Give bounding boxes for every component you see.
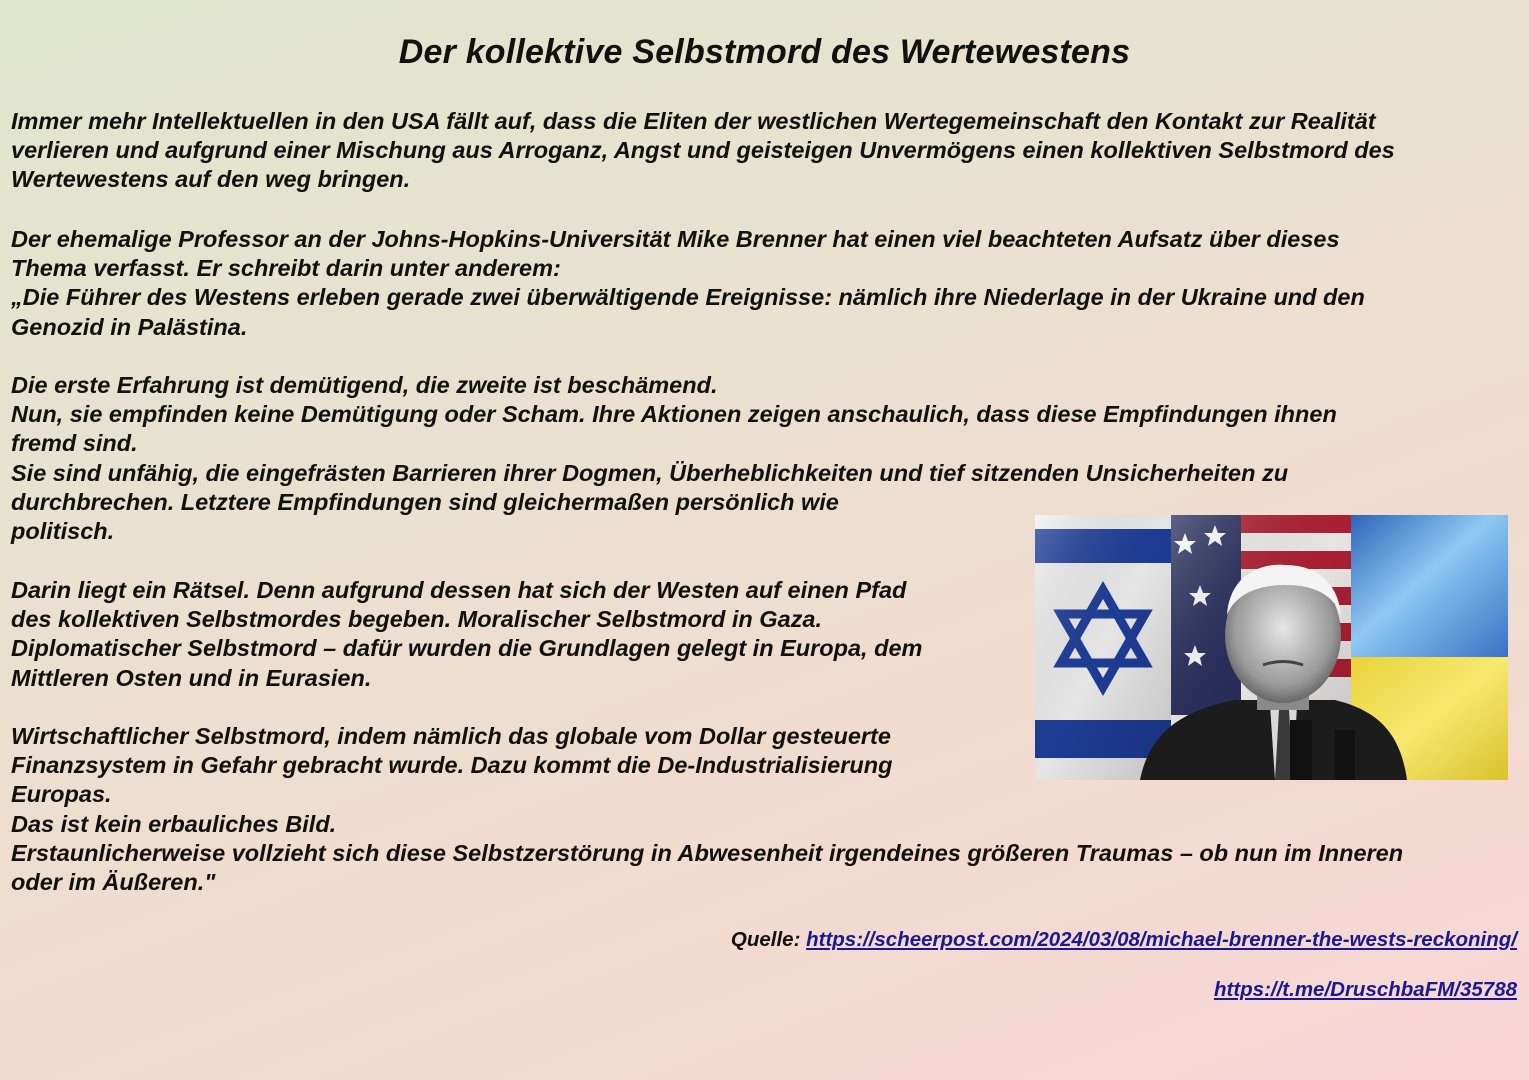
source-line [731,928,1517,952]
text-line: Finanzsystem in Gefahr gebracht wurde. Dazu kommt die De-Industrialisierung [11,752,893,779]
text-line: Nun, sie empfinden keine Demütigung oder Scham. Ihre Aktionen zeigen anschaulich, dass diese Empfindungen ihnen [11,401,1337,428]
text-line: verlieren und aufgrund einer Mischung aus Arroganz, Angst und geisteigen Unvermögens einen kollektiven Selbstmord des [11,137,1395,164]
text-line: oder im Äußeren." [11,869,216,896]
text-line: Thema verfasst. Er schreibt darin unter anderem: [11,255,561,282]
text-line: fremd sind. [11,430,138,457]
source-label: Quelle: [730,928,807,951]
text-line: Wertewestens auf den weg bringen. [11,166,411,193]
text-line: des kollektiven Selbstmordes begeben. Moralischer Selbstmord in Gaza. [11,606,823,633]
text-line: Sie sind unfähig, die eingefrästen Barrieren ihrer Dogmen, Überheblichkeiten und tief sitzenden Unsicherheiten zu [11,459,1289,486]
text-line: Diplomatischer Selbstmord – dafür wurden die Grundlagen gelegt in Europa, dem [11,635,923,662]
text-line: Wirtschaftlicher Selbstmord, indem nämlich das globale vom Dollar gesteuerte [11,723,891,749]
text-line: Erstaunlicherweise vollzieht sich diese Selbstzerstörung in Abwesenheit irgendeines größeren Traumas – ob nun im Inneren [11,839,1404,866]
text-line: Europas. [11,781,112,808]
text-line: Die erste Erfahrung ist demütigend, die zweite ist beschämend. [11,372,718,398]
page-title: Der kollektive Selbstmord des Wertewestens [398,33,1131,71]
israel-flag-icon [1035,515,1171,780]
text-line: politisch. [11,518,115,545]
text-line: Immer mehr Intellektuellen in den USA fällt auf, dass die Eliten der westlichen Wertegemeinschaft den Kontakt zur Realität [11,108,1376,134]
flags-portrait-image [1035,515,1508,780]
text-line: Genozid in Palästina. [11,313,248,340]
text-line: Darin liegt ein Rätsel. Denn aufgrund dessen hat sich der Westen auf einen Pfad [11,577,907,603]
telegram-line [1214,978,1517,1002]
text-line: „Die Führer des Westens erleben gerade zwei überwältigende Ereignisse: nämlich ihre Niederlage in der Ukraine und den [11,284,1365,311]
text-line: durchbrechen. Letztere Empfindungen sind gleichermaßen persönlich wie [11,488,839,515]
paragraph-professor [11,225,1521,342]
text-line: Das ist kein erbauliches Bild. [11,810,337,837]
source-link[interactable]: https://scheerpost.com/2024/03/08/michael-brenner-the-wests-reckoning/ [806,928,1517,951]
text-line: Mittleren Osten und in Eurasien. [11,664,372,691]
text-line: Der ehemalige Professor an der Johns-Hopkins-Universität Mike Brenner hat einen viel beachteten Aufsatz über dieses [11,226,1340,252]
paragraph-quote-2 [11,576,1021,693]
telegram-link[interactable]: https://t.me/DruschbaFM/35788 [1213,978,1517,1001]
paragraph-intro [11,107,1521,195]
